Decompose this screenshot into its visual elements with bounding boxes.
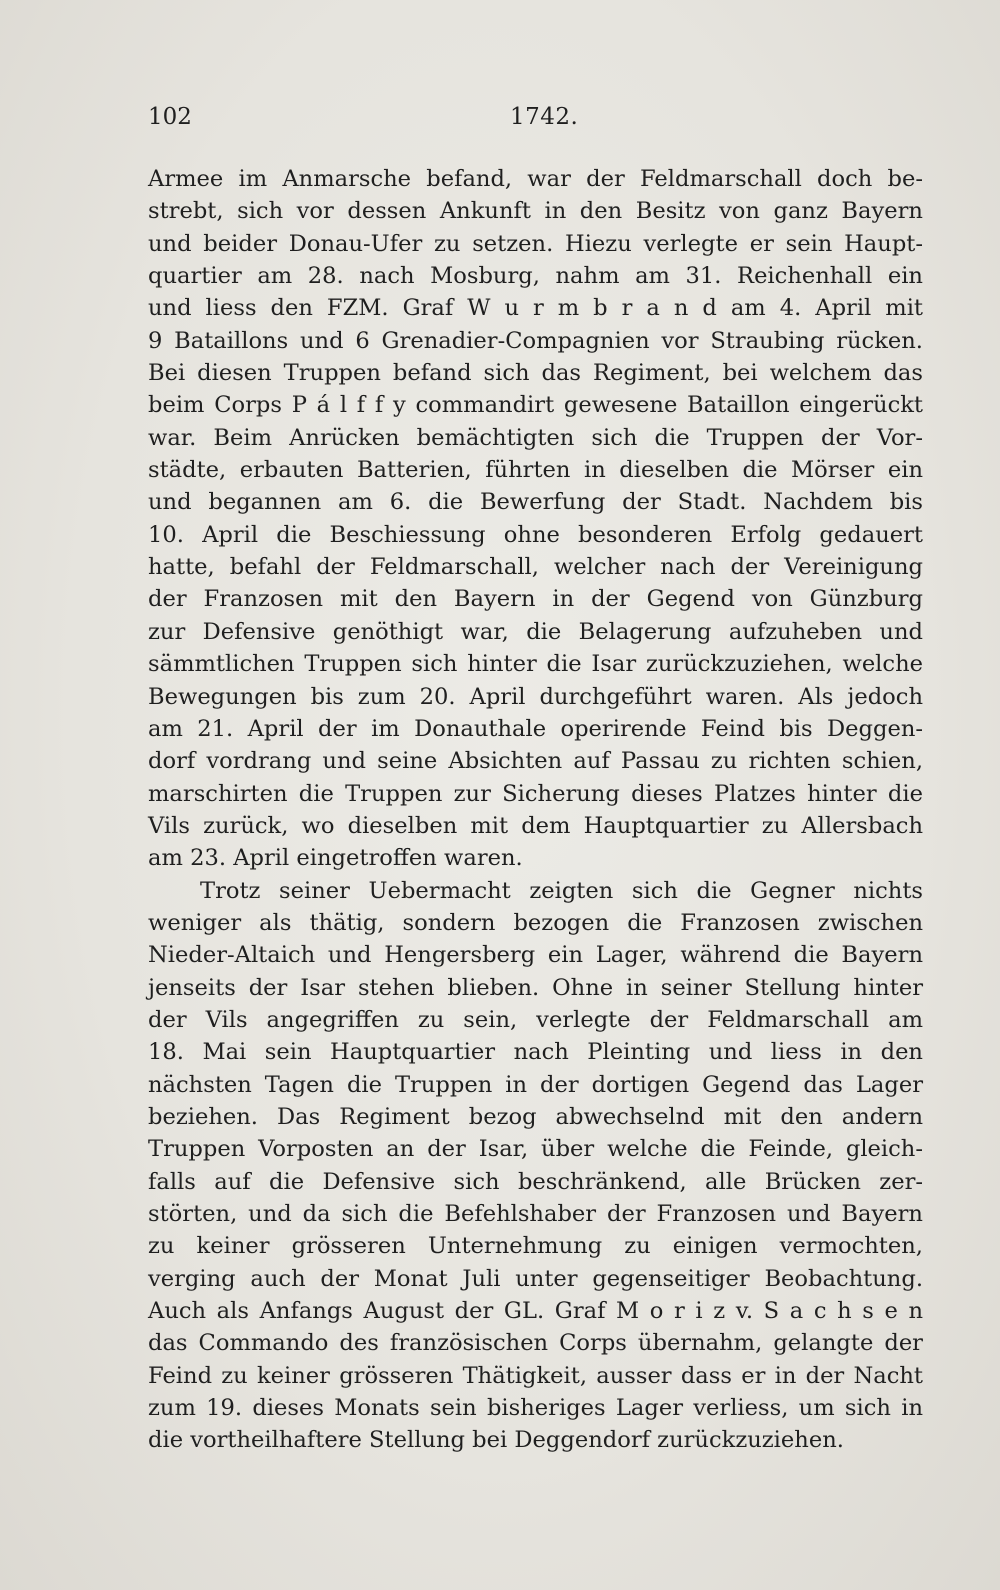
text-line: verging auch der Monat Juli unter gegenseitiger Beobachtung. [148, 1265, 923, 1292]
text-line: Auch als Anfangs August der GL. Graf M o r i z v. S a c h s e n [148, 1298, 923, 1325]
text-line: Trotz seiner Uebermacht zeigten sich die Gegner nichts [200, 877, 923, 904]
text-line: zu keiner grösseren Unternehmung zu einigen vermochten, [148, 1233, 923, 1260]
text-line: beziehen. Das Regiment bezog abwechselnd mit den andern [148, 1103, 923, 1130]
running-head-year: 1742. [510, 104, 579, 130]
page-number: 102 [148, 104, 192, 130]
text-line: Armee im Anmarsche befand, war der Feldmarschall doch be- [148, 166, 923, 192]
paragraph-1 [148, 163, 923, 875]
text-line: Nieder-Altaich und Hengersberg ein Lager, während die Bayern [148, 942, 923, 969]
text-line: quartier am 28. nach Mosburg, nahm am 31. Reichenhall ein [148, 263, 923, 290]
text-line: strebt, sich vor dessen Ankunft in den Besitz von ganz Bayern [148, 198, 923, 225]
text-line: störten, und da sich die Befehlshaber der Franzosen und Bayern [148, 1201, 923, 1227]
text-line: zum 19. dieses Monats sein bisheriges Lager verliess, um sich in [148, 1395, 923, 1422]
paragraph-2 [148, 875, 923, 1457]
text-line: und liess den FZM. Graf W u r m b r a n d am 4. April mit [148, 295, 923, 322]
text-line: Vils zurück, wo dieselben mit dem Hauptquartier zu Allersbach [148, 812, 923, 839]
page-header [148, 104, 920, 138]
text-line: marschirten die Truppen zur Sicherung dieses Platzes hinter die [148, 780, 923, 807]
text-line: am 23. April eingetroffen waren. [148, 845, 523, 872]
text-line: und beider Donau-Ufer zu setzen. Hiezu verlegte er sein Haupt- [148, 230, 923, 257]
text-line: 9 Bataillons und 6 Grenadier-Compagnien vor Straubing rücken. [148, 327, 923, 354]
text-line: städte, erbauten Batterien, führten in dieselben die Mörser ein [148, 457, 923, 484]
text-line: der Franzosen mit den Bayern in der Gegend von Günzburg [148, 586, 923, 613]
text-line: hatte, befahl der Feldmarschall, welcher nach der Vereinigung [148, 554, 923, 581]
text-line: am 21. April der im Donauthale operirende Feind bis Deggen- [148, 715, 923, 742]
text-line: dorf vordrang und seine Absichten auf Passau zu richten schien, [148, 748, 923, 775]
text-line: 18. Mai sein Hauptquartier nach Pleinting und liess in den [148, 1039, 923, 1066]
body-text [148, 163, 923, 1457]
text-line: 10. April die Beschiessung ohne besonderen Erfolg gedauert [148, 521, 923, 548]
text-line: zur Defensive genöthigt war, die Belagerung aufzuheben und [148, 618, 923, 645]
text-line: die vortheilhaftere Stellung bei Deggendorf zurückzuziehen. [148, 1427, 844, 1454]
text-line: beim Corps P á l f f y commandirt gewesene Bataillon eingerückt [148, 392, 923, 419]
text-line: der Vils angegriffen zu sein, verlegte der Feldmarschall am [148, 1006, 923, 1033]
text-line: Bewegungen bis zum 20. April durchgeführt waren. Als jedoch [148, 683, 923, 710]
text-line: Bei diesen Truppen befand sich das Regiment, bei welchem das [148, 360, 923, 387]
text-line: Truppen Vorposten an der Isar, über welche die Feinde, gleich- [148, 1136, 923, 1163]
text-line: weniger als thätig, sondern bezogen die Franzosen zwischen [148, 909, 923, 936]
text-line: jenseits der Isar stehen blieben. Ohne in seiner Stellung hinter [148, 974, 923, 1001]
text-line: das Commando des französischen Corps übernahm, gelangte der [148, 1330, 923, 1357]
text-line: und begannen am 6. die Bewerfung der Stadt. Nachdem bis [148, 489, 923, 516]
text-line: sämmtlichen Truppen sich hinter die Isar zurückzuziehen, welche [148, 651, 923, 678]
text-line: nächsten Tagen die Truppen in der dortigen Gegend das Lager [148, 1071, 923, 1098]
text-line: war. Beim Anrücken bemächtigten sich die Truppen der Vor- [148, 424, 923, 451]
text-line: Feind zu keiner grösseren Thätigkeit, ausser dass er in der Nacht [148, 1362, 923, 1389]
text-line: falls auf die Defensive sich beschränkend, alle Brücken zer- [148, 1168, 923, 1195]
